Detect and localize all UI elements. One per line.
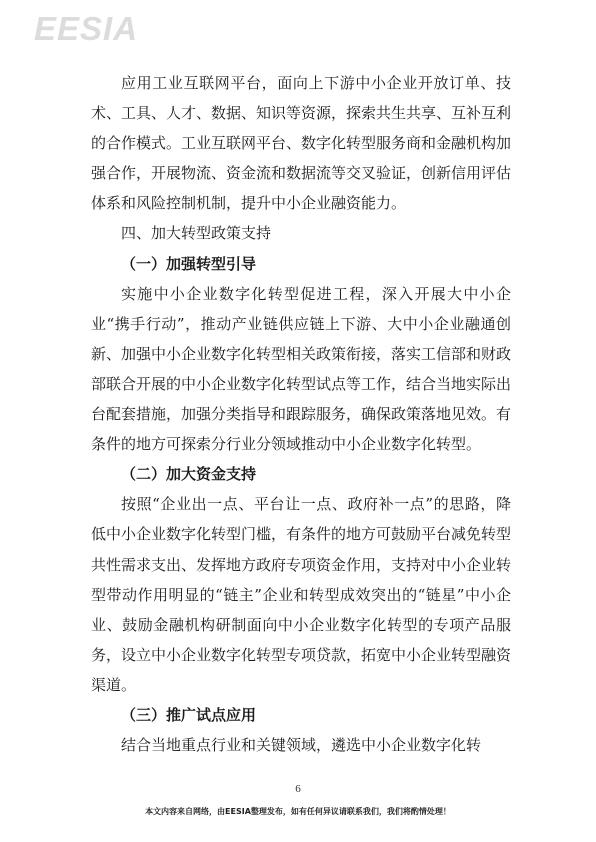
section-heading-4: 四、加大转型政策支持 <box>121 224 272 243</box>
footer-notice: 本文内容来自网络，由EESIA整理发布，如有任何异议请联系我们，我们将酌情处理！ <box>145 807 451 816</box>
paragraph-4: 结合当地重点行业和关键领域，遴选中小企业数字化转 <box>121 736 482 755</box>
paragraph-2: 实施中小企业数字化转型促进工程，深入开展大中小企业“携手行动”，推动产业链供应链上下游、大中小企业融通创新、加强中小企业数字化转型相关政策衔接，落实工信部和财政部联合开展的中小企业数字化转型试点等工作，结合当地实际出台配套措施，加强分类指导和跟踪服务，确保政策落地见效。有条件的地方可探索分行业分领域推动中小企业数字化转型。 <box>91 284 512 454</box>
document-body <box>91 68 511 760</box>
subheading-1: （一）加强转型引导 <box>121 254 257 273</box>
eesia-logo: EESIA <box>34 10 139 47</box>
subheading-2: （二）加大资金支持 <box>121 465 257 484</box>
paragraph-3: 按照“企业出一点、平台让一点、政府补一点”的思路，降低中小企业数字化转型门槛，有条件的地方可鼓励平台减免转型共性需求支出、发挥地方政府专项资金作用，支持对中小企业转型带动作用明显的“链主”企业和转型成效突出的“链星”中小企业、鼓励金融机构研制面向中小企业数字化转型的专项产品服务，设立中小企业数字化转型专项贷款，拓宽中小企业转型融资渠道。 <box>91 495 512 694</box>
subheading-3: （三）推广试点应用 <box>121 705 257 724</box>
paragraph-1: 应用工业互联网平台，面向上下游中小企业开放订单、技术、工具、人才、数据、知识等资源，探索共生共享、互补互利的合作模式。工业互联网平台、数字化转型服务商和金融机构加强合作，开展物流、资金流和数据流等交叉验证，创新信用评估体系和风险控制机制，提升中小企业融资能力。 <box>91 74 512 213</box>
page-number: 6 <box>295 783 301 795</box>
